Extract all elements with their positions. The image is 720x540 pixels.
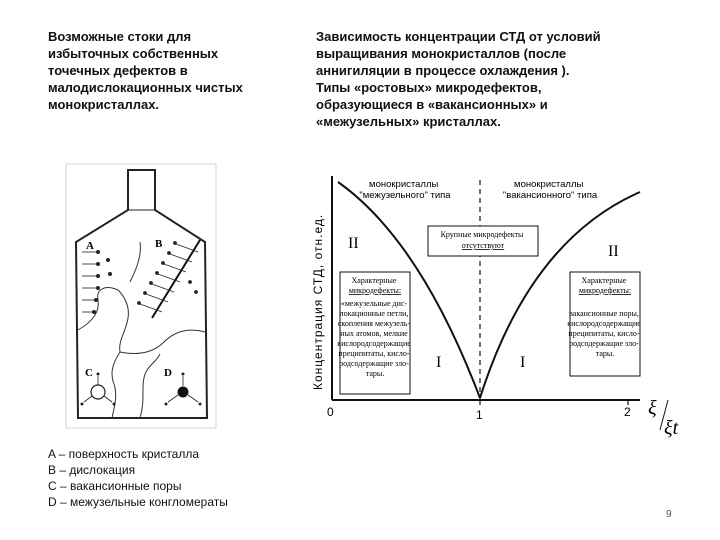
concentration-chart <box>311 176 679 439</box>
right-title-line: образующиеся в «вакансионных» и <box>316 97 548 112</box>
type-right-label <box>503 179 598 201</box>
large-defects-line: Крупные микродефекты <box>440 230 524 239</box>
x-tick-label: 1 <box>476 408 483 422</box>
legend <box>48 446 228 510</box>
region-i-right: I <box>520 354 526 371</box>
right-box-title-line: микродефекты: <box>578 286 632 295</box>
type-right-line: "вакансионного" типа <box>502 190 598 201</box>
left-box-body-line: локационные петли, <box>339 309 409 318</box>
type-left-line: "межузельного" типа <box>359 190 451 201</box>
left-box-body-line: преципитаты, кисло- <box>338 349 410 358</box>
legend-item: A – поверхность кристалла <box>48 447 200 461</box>
type-right-line: монокристаллы <box>514 179 584 190</box>
right-box-body-line: тары. <box>595 349 615 358</box>
right-title-line: выращивания монокристаллов (после <box>316 46 567 61</box>
right-box-title-line: Характерные <box>581 276 627 285</box>
region-boundary <box>140 354 160 418</box>
x-axis-symbol-num: ξ <box>648 397 657 419</box>
right-box-title <box>579 276 631 295</box>
surface-sink-arrows <box>82 250 112 313</box>
left-box-body-line: тары. <box>365 369 385 378</box>
x-axis-symbol-den: ξt <box>664 417 679 439</box>
region-boundary <box>78 288 118 330</box>
right-title-line: «межузельных» кристаллах. <box>316 114 501 129</box>
left-title-line: Возможные стоки для <box>48 29 192 44</box>
x-tick-label: 0 <box>327 405 334 419</box>
diagram-frame <box>66 164 216 428</box>
left-title-line: малодислокационных чистых <box>48 80 243 95</box>
left-box-body <box>337 299 413 378</box>
region-boundary <box>112 352 120 418</box>
right-title-line: Типы «ростовых» микродефектов, <box>316 80 542 95</box>
right-box-body-line: преципитаты, кисло- <box>568 329 640 338</box>
label-c: C <box>85 367 93 379</box>
left-title-line: избыточных собственных <box>48 46 219 61</box>
crystal-diagram <box>66 164 216 428</box>
region-boundary <box>118 290 128 352</box>
left-box-body-line: кислородсодержащие <box>337 339 411 348</box>
left-box-title-line: Характерные <box>351 276 397 285</box>
legend-item: B – дислокация <box>48 463 136 477</box>
type-left-line: монокристаллы <box>369 179 439 190</box>
label-a: A <box>86 240 94 252</box>
dislocation <box>138 240 201 318</box>
y-axis-label: Концентрация СТД, отн.ед. <box>311 213 325 390</box>
right-title-line: Зависимость концентрации СТД от условий <box>316 29 601 44</box>
page-number: 9 <box>666 509 672 520</box>
region-boundary <box>120 330 205 353</box>
left-box-title-line: микродефекты: <box>348 286 402 295</box>
dislocation-line <box>152 240 200 318</box>
legend-item: C – вакансионные поры <box>48 479 182 493</box>
type-left-label <box>359 179 451 201</box>
label-d: D <box>164 367 172 379</box>
crystal-outline <box>76 170 207 418</box>
right-title-line: аннигиляции в процессе охлаждения ). <box>316 63 570 78</box>
region-ii-right: II <box>608 243 619 260</box>
right-box-body-line: родсодержащие зло- <box>569 339 639 348</box>
right-box-body-line: вакансионные поры, <box>569 309 639 318</box>
region-boundary <box>130 242 140 282</box>
left-box-body-line: «межузельные дис- <box>340 299 408 308</box>
region-i-left: I <box>436 354 442 371</box>
region-ii-left: II <box>348 235 359 252</box>
x-tick-label: 2 <box>624 405 631 419</box>
label-b: B <box>155 238 163 250</box>
left-title-line: монокристаллах. <box>48 97 160 112</box>
left-box-body-line: скопления межузель- <box>337 319 411 328</box>
right-box-body-line: кислородсодержащие <box>567 319 641 328</box>
left-box-body-line: родсодержащие зло- <box>339 359 409 368</box>
left-box-title <box>349 276 401 295</box>
legend-item: D – межузельные конгломераты <box>48 495 228 509</box>
large-defects-line: отсутствуют <box>461 241 505 250</box>
left-box-body-line: ных атомов, мелкие <box>340 329 408 338</box>
left-title-line: точечных дефектов в <box>48 63 188 78</box>
